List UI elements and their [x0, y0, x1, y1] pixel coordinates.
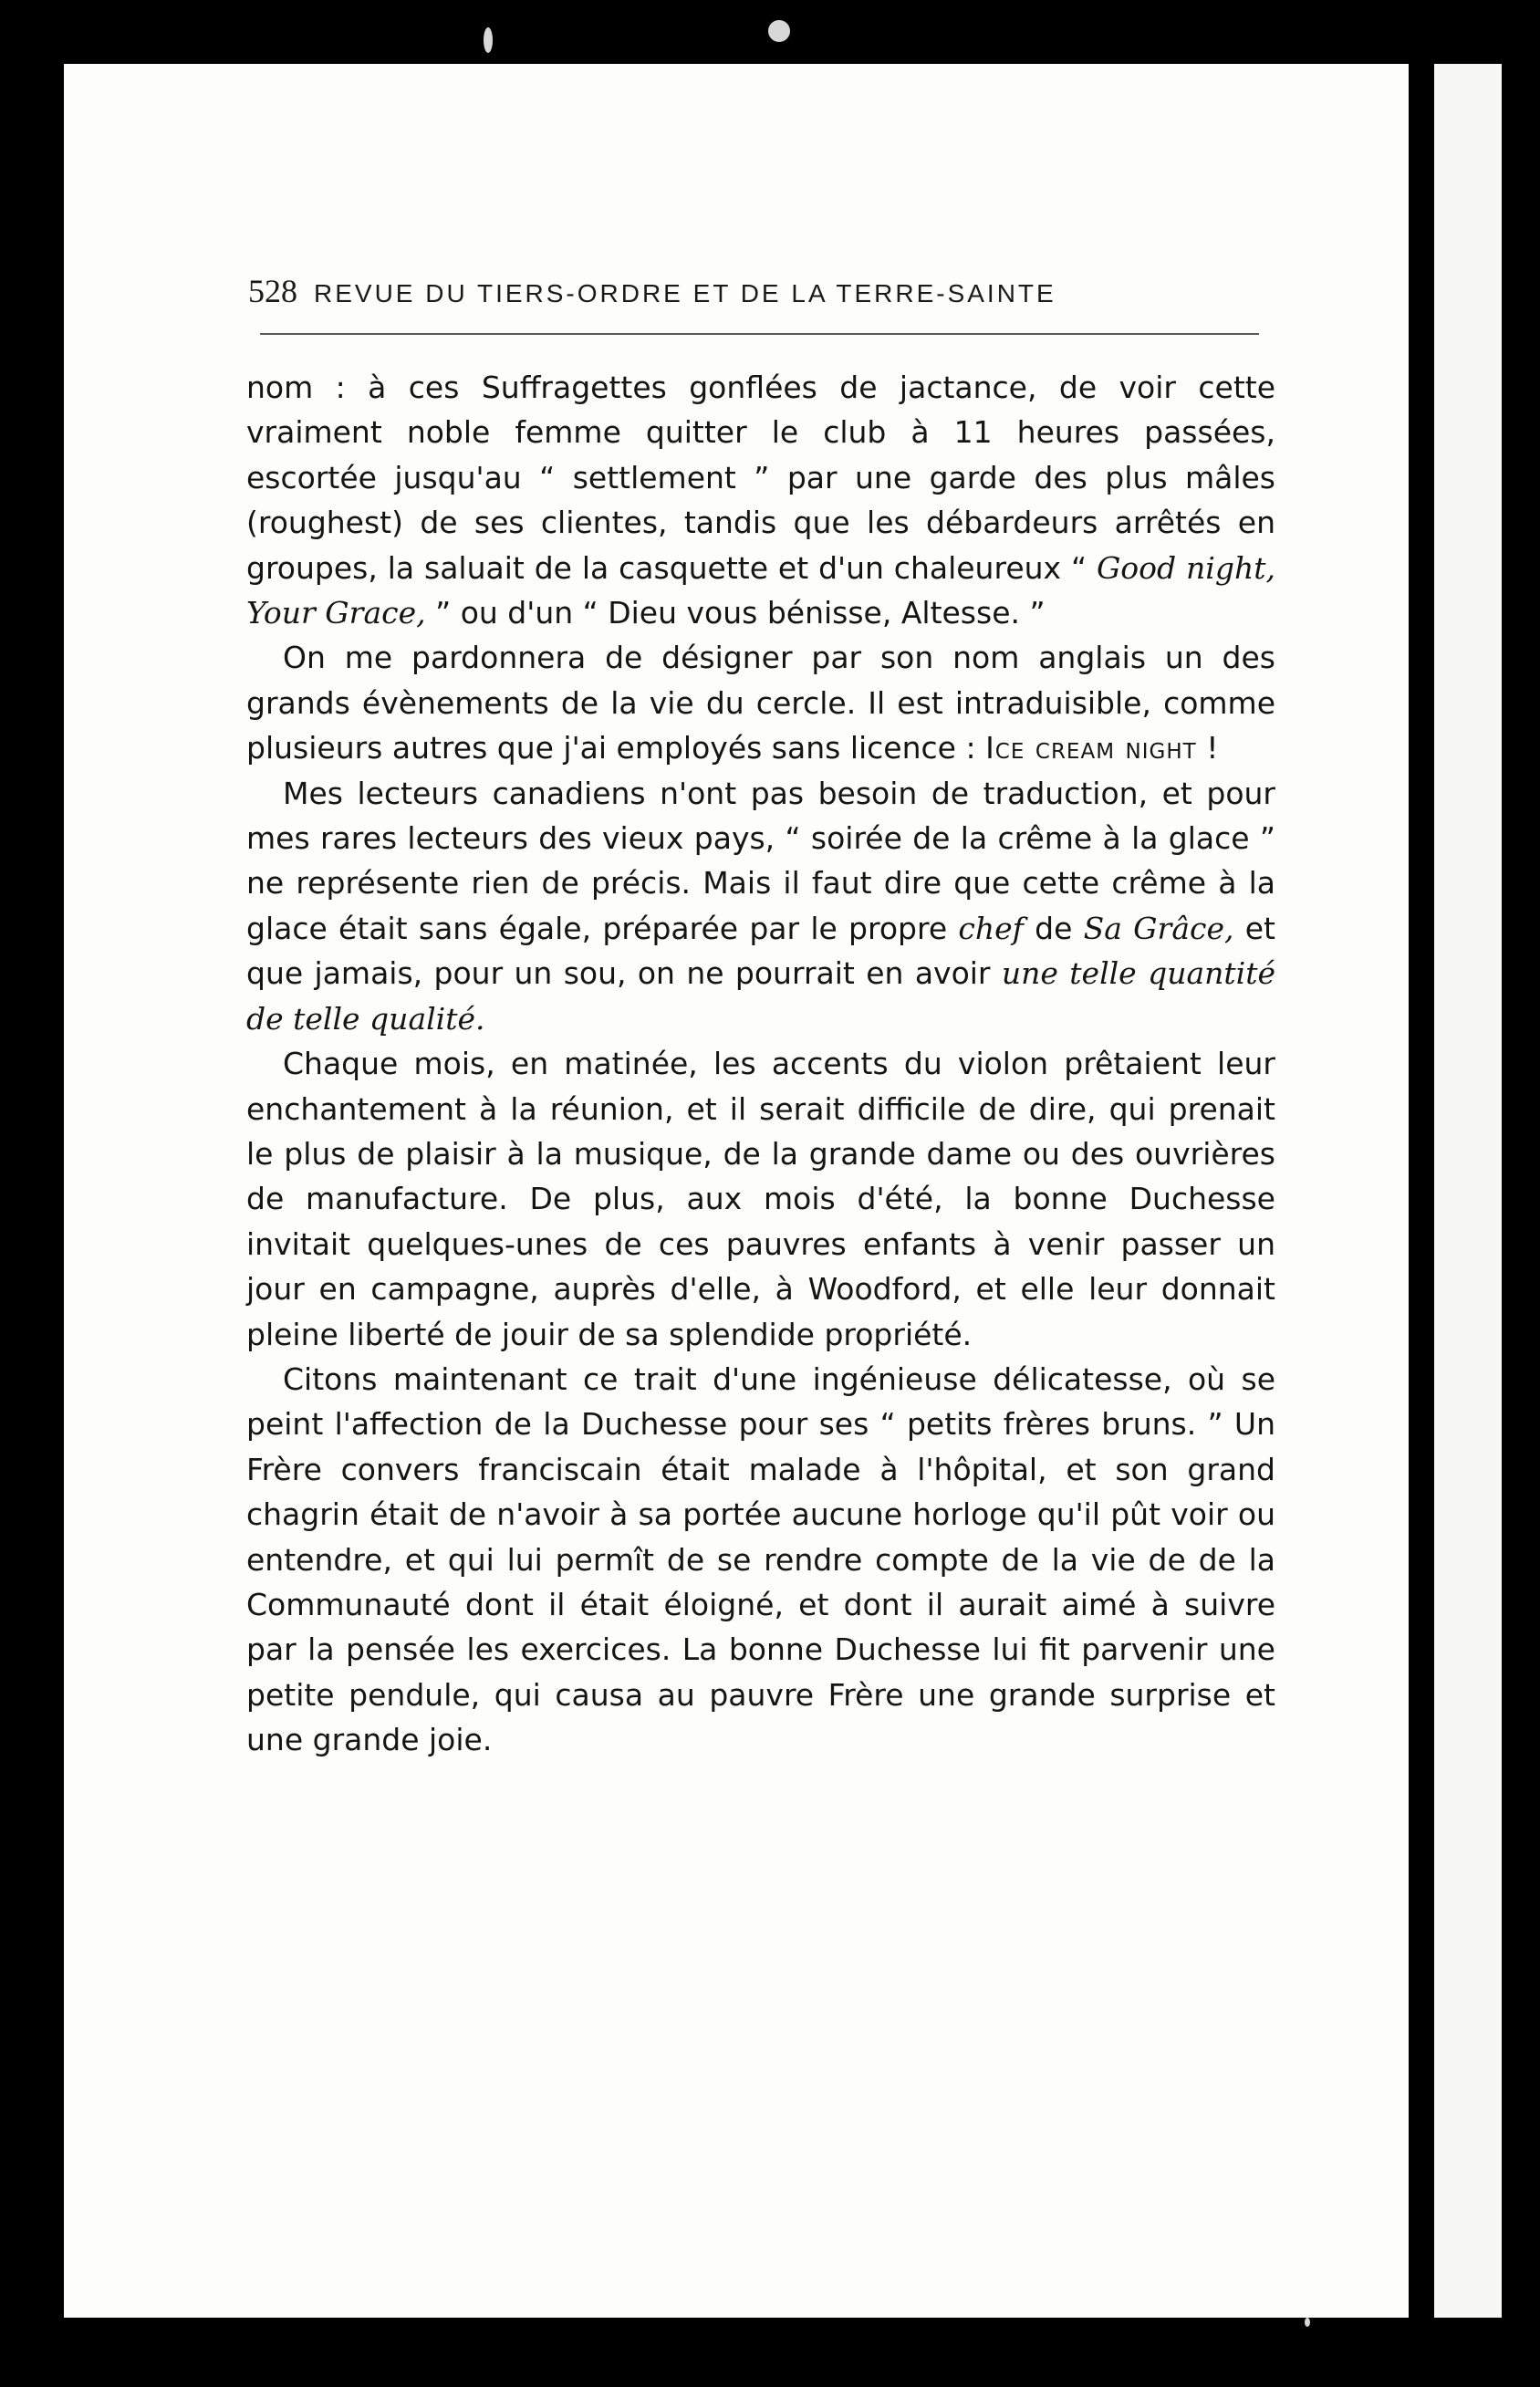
- paragraph-text: ” ou d'un “ Dieu vous bénisse, Altesse. ”: [425, 595, 1046, 631]
- paragraph: Citons maintenant ce trait d'une ingénieuse délicatesse, où se peint l'affection de la Duchesse pour ses “ petits frères bruns. ” Un Frère convers franciscain était malade à l'hôpital, et son grand chagrin était de n'avoir à sa portée aucune horloge qu'il pût voir ou entendre, et qui lui permît de se rendre compte de la vie de de la Communauté dont il était éloigné, et dont il aurait aimé à suivre par la pensée les exercices. La bonne Duchesse lui fit parvenir une petite pendule, qui causa au pauvre Frère une grande surprise et une grande joie.: [246, 1360, 1275, 1758]
- page-number: 528: [248, 273, 297, 309]
- scan-speck: [484, 27, 493, 53]
- paragraph: [246, 635, 1275, 770]
- facing-page-edge: [1434, 64, 1502, 2318]
- scan-speck: [768, 20, 790, 42]
- paragraph-text: On me pardonnera de désigner par son nom anglais un des grands évènements de la vie du cercle. Il est intraduisible, comme plusieurs autres que j'ai employés sans licence :: [246, 640, 1275, 766]
- small-caps-text: Ice cream night: [985, 730, 1197, 766]
- paragraph-text: nom : à ces Suffragettes gonflées de jactance, de voir cette vraiment noble femme quitter le club à 11 heures passées, escortée jusqu'au “ settlement ” par une garde des plus mâles (roughest) de ses clientes, tandis que les débardeurs arrêtés en groupes, la saluait de la casquette et d'un chaleureux “: [246, 370, 1275, 586]
- scan-speck: [1305, 2318, 1310, 2327]
- italic-text: Sa Grâce,: [1083, 910, 1234, 946]
- paragraph-text: de: [1023, 910, 1084, 946]
- running-header: [248, 272, 1259, 327]
- paragraph-text: !: [1196, 730, 1219, 766]
- article-body: [246, 365, 1275, 1763]
- paragraph: Chaque mois, en matinée, les accents du violon prêtaient leur enchantement à la réunion, et il serait difficile de dire, qui prenait le plus de plaisir à la musique, de la grande dame ou des ouvrières de manufacture. De plus, aux mois d'été, la bonne Duchesse invitait quelques-unes de ces pauvres enfants à venir passer un jour en campagne, auprès d'elle, à Woodford, et elle leur donnait pleine liberté de jouir de sa splendide propriété.: [246, 1046, 1275, 1352]
- header-rule: [260, 333, 1259, 335]
- running-title: REVUE DU TIERS-ORDRE ET DE LA TERRE-SAINTE: [314, 279, 1056, 307]
- paragraph-text: et que jamais, pour un sou, on ne pourrait en avoir: [246, 910, 1276, 992]
- italic-text: une telle quantité de telle qualité.: [246, 955, 1275, 1037]
- paragraph-text: Mes lecteurs canadiens n'ont pas besoin de traduction, et pour mes rares lecteurs des vieux pays, “ soirée de la crême à la glace ” ne représente rien de précis. Mais il faut dire que cette crême à la glace était sans égale, préparée par le propre: [246, 775, 1275, 946]
- italic-text: Good night, Your Grace,: [246, 549, 1275, 631]
- paragraph: [246, 365, 1275, 635]
- italic-text: chef: [958, 910, 1024, 946]
- paragraph: [246, 771, 1275, 1041]
